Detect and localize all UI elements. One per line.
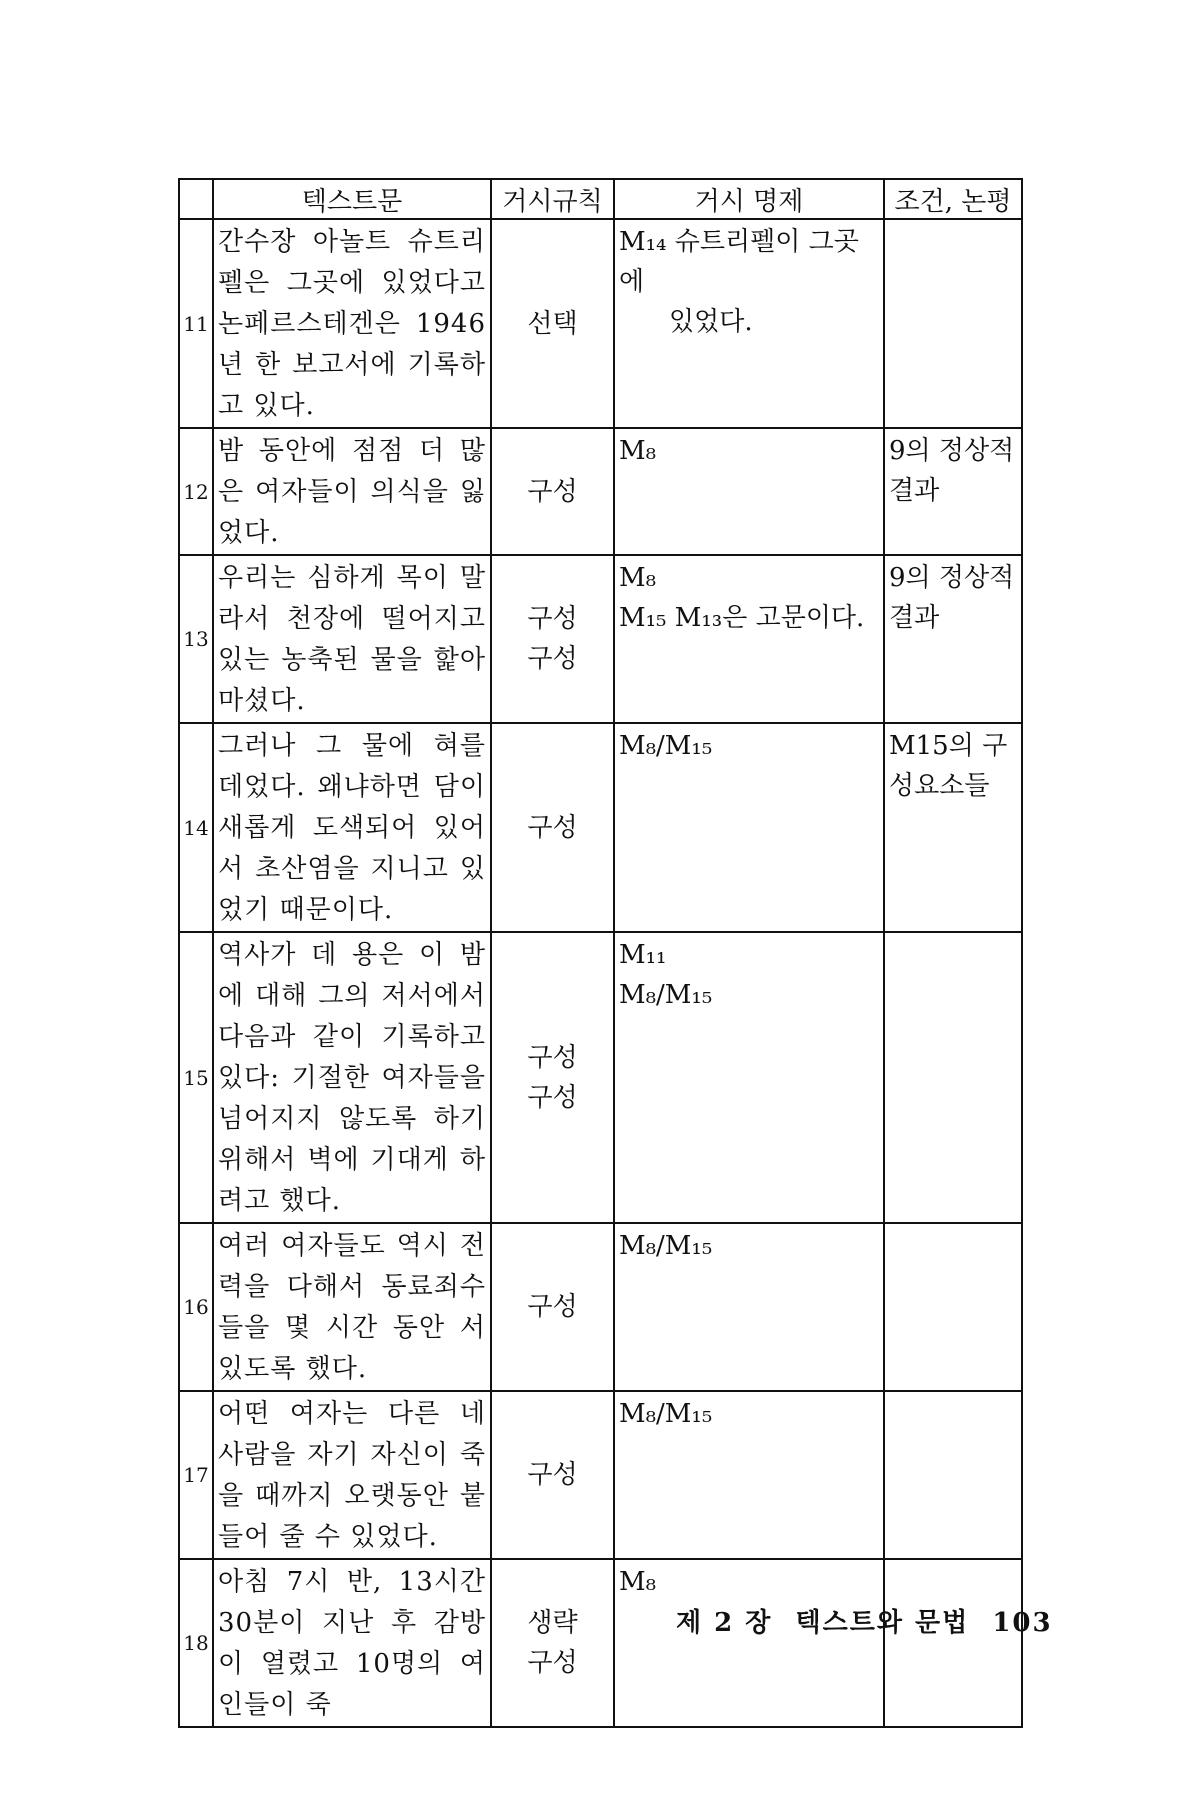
row-number: 15: [179, 932, 213, 1223]
row-rule: [491, 555, 614, 723]
proposition-line: M₈: [619, 436, 657, 466]
row-rule: [491, 1559, 614, 1727]
row-note: [884, 932, 1022, 1223]
rule-item: 구성: [527, 1648, 578, 1678]
rule-item: 구성: [527, 1460, 578, 1490]
row-note: [884, 219, 1022, 428]
note-line: 결과: [889, 603, 940, 633]
row-text: 그러나 그 물에 혀를 데었다. 왜냐하면 담이 새롭게 도색되어 있어서 초산염을 지니고 있었기 때문이다.: [213, 723, 491, 932]
row-number: 12: [179, 428, 213, 555]
note-line: 성요소들: [889, 771, 990, 801]
table-row: [179, 555, 1022, 723]
table-row: [179, 428, 1022, 555]
proposition-line: 있었다.: [669, 307, 753, 337]
rule-item: 구성: [527, 604, 578, 634]
proposition-line: M₈/M₁₅: [619, 1399, 713, 1429]
note-line: 결과: [889, 476, 940, 506]
proposition-line: M₈/M₁₅: [619, 1231, 713, 1261]
row-note: [884, 1223, 1022, 1391]
row-number: 17: [179, 1391, 213, 1559]
chapter-label: 제 2 장: [676, 1608, 773, 1638]
header-condition-comment: 조건, 논평: [884, 179, 1022, 219]
rule-item: 구성: [527, 644, 578, 674]
rule-item: 구성: [527, 1292, 578, 1322]
row-proposition: [614, 1391, 884, 1559]
row-text: 역사가 데 용은 이 밤에 대해 그의 저서에서 다음과 같이 기록하고 있다: 기절한 여자들을 넘어지지 않도록 하기 위해서 벽에 기대게 하려고 했다.: [213, 932, 491, 1223]
proposition-line: M₈: [619, 1567, 657, 1597]
rule-item: 생략: [527, 1608, 578, 1638]
page-footer: [676, 1602, 1065, 1639]
table-header-row: [179, 179, 1022, 219]
proposition-line: M₈/M₁₅: [619, 731, 713, 761]
row-number: 18: [179, 1559, 213, 1727]
note-line: 9의 정상적: [889, 436, 1015, 466]
row-rule: [491, 428, 614, 555]
header-macro-proposition: 거시 명제: [614, 179, 884, 219]
proposition-line: M₁₁: [619, 940, 667, 970]
table-row: [179, 723, 1022, 932]
proposition-line: M₈: [619, 563, 657, 593]
row-rule: [491, 932, 614, 1223]
row-note: [884, 723, 1022, 932]
row-proposition: [614, 1559, 884, 1727]
row-proposition: [614, 555, 884, 723]
row-text: 여러 여자들도 역시 전력을 다해서 동료죄수들을 몇 시간 동안 서 있도록 했다.: [213, 1223, 491, 1391]
row-note: [884, 1391, 1022, 1559]
row-number: 13: [179, 555, 213, 723]
table-row: [179, 1391, 1022, 1559]
grammar-table: [178, 178, 1023, 1728]
rule-item: 구성: [527, 476, 578, 507]
row-proposition: [614, 219, 884, 428]
row-note: [884, 1559, 1022, 1727]
row-rule: [491, 723, 614, 932]
row-proposition: [614, 723, 884, 932]
rule-item: 구성: [527, 1082, 578, 1113]
header-text: 텍스트문: [213, 179, 491, 219]
row-text: 간수장 아놀트 슈트리펠은 그곳에 있었다고 논페르스테겐은 1946년 한 보고서에 기록하고 있다.: [213, 219, 491, 428]
row-note: [884, 428, 1022, 555]
table-row: [179, 219, 1022, 428]
row-rule: [491, 219, 614, 428]
rule-item: 구성: [527, 1042, 578, 1073]
row-rule: [491, 1223, 614, 1391]
proposition-line: M₈/M₁₅: [619, 980, 713, 1010]
rule-item: 구성: [527, 812, 578, 843]
row-note: [884, 555, 1022, 723]
row-text: 우리는 심하게 목이 말라서 천장에 떨어지고 있는 농축된 물을 핥아 마셨다.: [213, 555, 491, 723]
row-number: 14: [179, 723, 213, 932]
row-rule: [491, 1391, 614, 1559]
note-line: 9의 정상적: [889, 563, 1015, 593]
row-text: 아침 7시 반, 13시간 30분이 지난 후 감방이 열렸고 10명의 여인들이 죽: [213, 1559, 491, 1727]
page-number: 103: [992, 1608, 1053, 1638]
proposition-line: M₁₄ 슈트리펠이 그곳에: [619, 227, 859, 297]
header-macro-rule: 거시규칙: [491, 179, 614, 219]
note-line: M15의 구: [889, 731, 1008, 761]
table-row: [179, 1559, 1022, 1727]
row-number: 11: [179, 219, 213, 428]
proposition-line: M₁₅ M₁₃은 고문이다.: [619, 603, 865, 633]
row-proposition: [614, 428, 884, 555]
rule-item: 선택: [527, 308, 578, 339]
row-number: 16: [179, 1223, 213, 1391]
row-proposition: [614, 932, 884, 1223]
chapter-title: 텍스트와 문법: [795, 1608, 970, 1638]
table-row: [179, 1223, 1022, 1391]
row-proposition: [614, 1223, 884, 1391]
row-text: 밤 동안에 점점 더 많은 여자들이 의식을 잃었다.: [213, 428, 491, 555]
header-number: [179, 179, 213, 219]
table-row: [179, 932, 1022, 1223]
row-text: 어떤 여자는 다른 네 사람을 자기 자신이 죽을 때까지 오랫동안 붙들어 줄 수 있었다.: [213, 1391, 491, 1559]
